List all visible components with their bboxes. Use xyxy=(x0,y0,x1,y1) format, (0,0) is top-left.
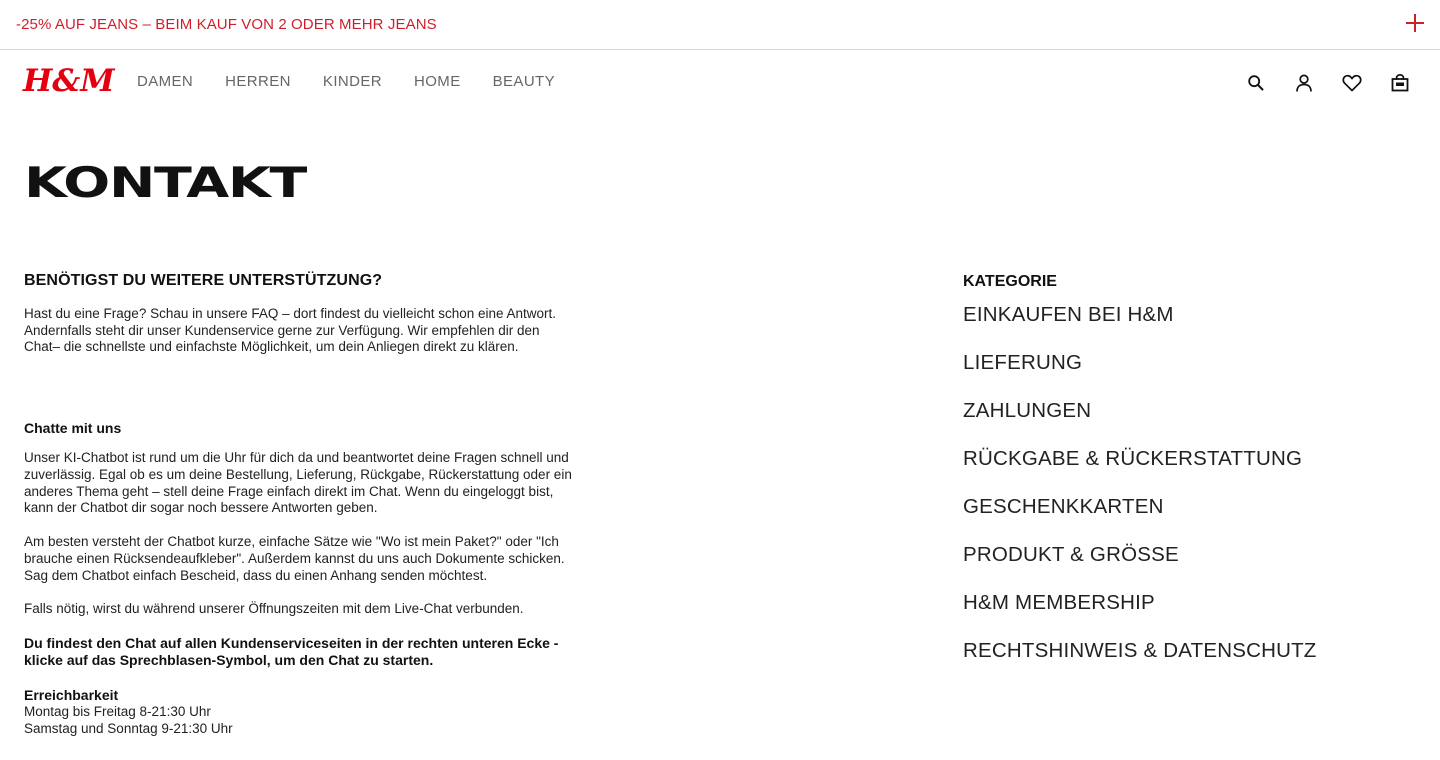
nav-item-home[interactable]: HOME xyxy=(414,73,461,90)
chat-paragraph-1 xyxy=(24,450,604,517)
category-item-membership[interactable]: H&M MEMBERSHIP xyxy=(963,591,1155,614)
chat-paragraph-3: Falls nötig, wirst du während unserer Öffnungszeiten mit dem Live-Chat verbunden. xyxy=(24,601,524,617)
availability-line: Montag bis Freitag 8-21:30 Uhr xyxy=(24,704,211,720)
chat-line: zuverlässig. Egal ob es um deine Bestellung, Lieferung, Rückgabe, Rückerstattung oder ein xyxy=(24,466,572,482)
chat-bold-line: Du findest den Chat auf allen Kundenserviceseiten in der rechten unteren Ecke - xyxy=(24,634,559,651)
chat-line: anderes Thema geht – stell deine Frage einfach direkt im Chat. Wenn du eingeloggt bist, xyxy=(24,483,554,499)
category-list xyxy=(963,303,1423,687)
support-section xyxy=(24,273,604,738)
nav-item-kinder[interactable]: KINDER xyxy=(322,73,382,90)
intro-paragraph xyxy=(24,306,604,356)
header-actions xyxy=(1244,71,1412,95)
category-item-einkaufen[interactable]: EINKAUFEN BEI H&M xyxy=(963,303,1174,326)
category-item-rechtshinweis[interactable]: RECHTSHINWEIS & DATENSCHUTZ xyxy=(963,639,1317,662)
category-item-lieferung[interactable]: LIEFERUNG xyxy=(963,351,1083,374)
chat-paragraph-2 xyxy=(24,534,604,584)
category-item-rueckgabe[interactable]: RÜCKGABE & RÜCKERSTATTUNG xyxy=(963,447,1303,470)
nav-item-damen[interactable]: DAMEN xyxy=(137,73,194,90)
availability-heading: Erreichbarkeit xyxy=(24,687,119,704)
logo-text: H&M xyxy=(23,63,115,99)
chat-bold-line: klicke auf das Sprechblasen-Symbol, um den Chat zu starten. xyxy=(24,651,434,668)
hm-logo[interactable] xyxy=(22,62,115,99)
availability-line: Samstag und Sonntag 9-21:30 Uhr xyxy=(24,720,233,736)
favorites-icon[interactable] xyxy=(1340,71,1364,95)
chat-location-note xyxy=(24,635,604,669)
plus-icon[interactable] xyxy=(1406,14,1424,32)
chat-line: Am besten versteht der Chatbot kurze, einfache Sätze wie "Wo ist mein Paket?" oder "Ich xyxy=(24,533,559,549)
chat-line: Sag dem Chatbot einfach Bescheid, dass du einen Anhang senden möchtest. xyxy=(24,567,488,583)
category-heading: KATEGORIE xyxy=(963,273,1057,290)
site-header xyxy=(0,50,1440,114)
category-item-geschenkkarten[interactable]: GESCHENKKARTEN xyxy=(963,495,1164,518)
nav-item-herren[interactable]: HERREN xyxy=(225,73,291,90)
intro-line: Andernfalls steht dir unser Kundenservice gerne zur Verfügung. Wir empfehlen dir den xyxy=(24,322,540,338)
category-item-zahlungen[interactable]: ZAHLUNGEN xyxy=(963,399,1092,422)
support-heading: BENÖTIGST DU WEITERE UNTERSTÜTZUNG? xyxy=(24,272,383,289)
promo-banner xyxy=(0,0,1440,50)
chat-heading: Chatte mit uns xyxy=(24,420,122,437)
chat-line: kann der Chatbot dir sogar noch bessere Antworten geben. xyxy=(24,500,378,516)
page-title: KONTAKT xyxy=(24,158,306,207)
category-section xyxy=(963,273,1423,687)
search-icon[interactable] xyxy=(1244,71,1268,95)
nav-item-beauty[interactable]: BEAUTY xyxy=(492,73,556,90)
category-item-produkt-groesse[interactable]: PRODUKT & GRÖSSE xyxy=(963,543,1179,566)
intro-line: Hast du eine Frage? Schau in unsere FAQ – dort findest du vielleicht schon eine Antwort. xyxy=(24,305,557,321)
shopping-bag-icon[interactable] xyxy=(1388,71,1412,95)
chat-line: Unser KI-Chatbot ist rund um die Uhr für dich da und beantwortet deine Fragen schnell und xyxy=(24,449,569,465)
promo-text[interactable]: -25% AUF JEANS – BEIM KAUF VON 2 ODER MEHR JEANS xyxy=(16,16,437,33)
intro-line: Chat– die schnellste und einfachste Möglichkeit, um dein Anliegen direkt zu klären. xyxy=(24,339,519,355)
account-icon[interactable] xyxy=(1292,71,1316,95)
availability-hours xyxy=(24,704,604,738)
main-nav xyxy=(137,73,587,90)
chat-line: brauche einen Rücksendeaufkleber". Außerdem kannst du uns auch Dokumente schicken. xyxy=(24,550,565,566)
